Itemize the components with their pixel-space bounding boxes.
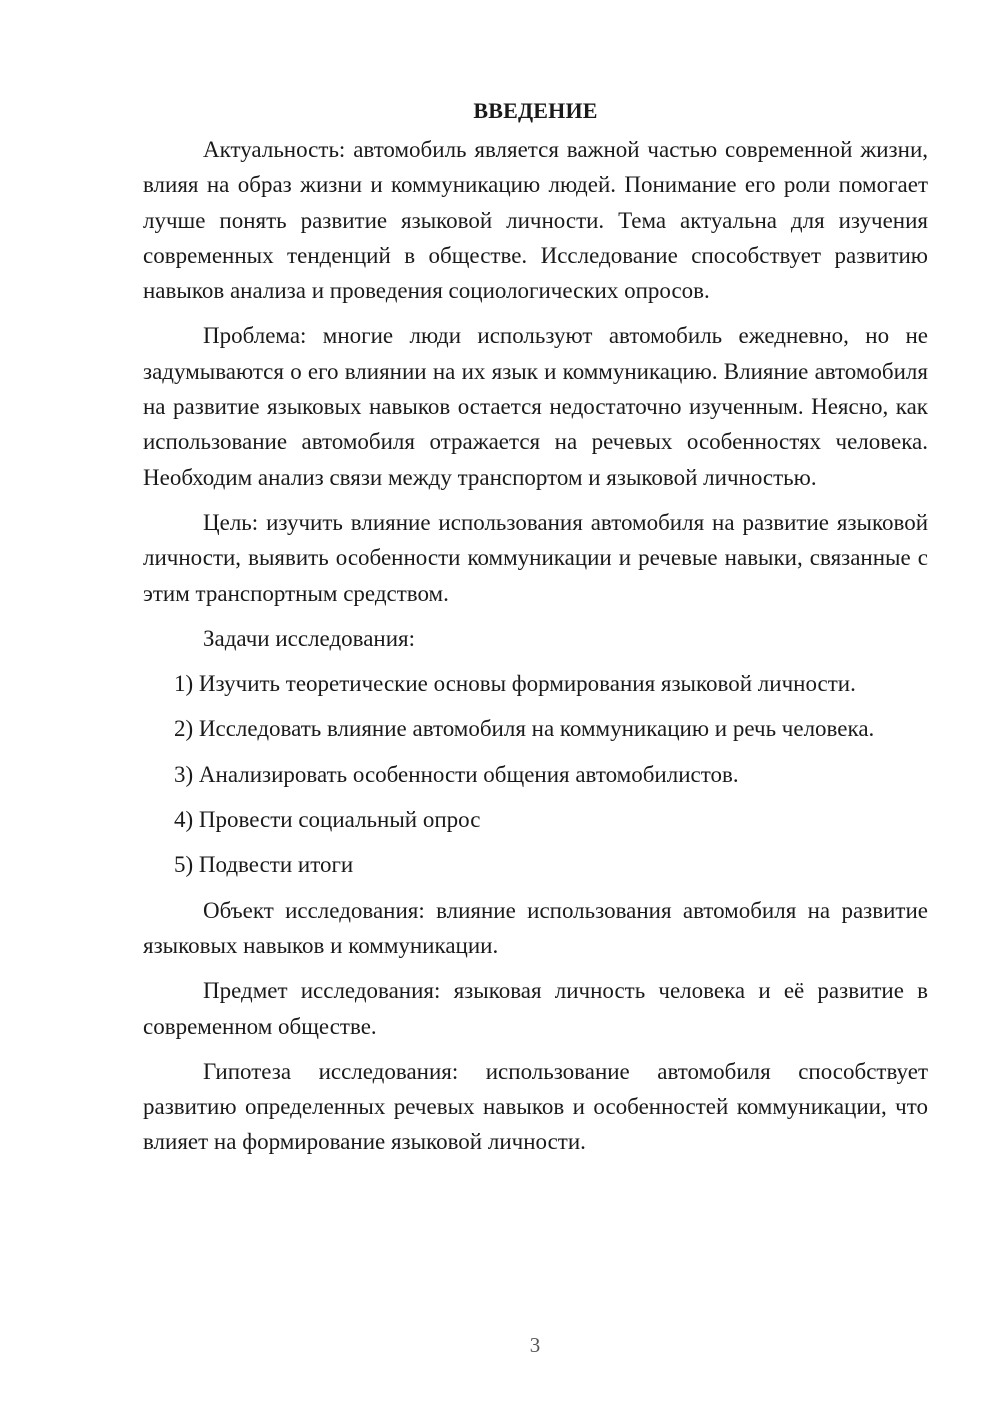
section-title: ВВЕДЕНИЕ [473, 98, 598, 123]
document-body [143, 96, 928, 1160]
task-item-4: 4) Провести социальный опрос [174, 807, 481, 833]
task-item-3: 3) Анализировать особенности общения автомобилистов. [174, 761, 739, 787]
paragraph-actuality: Актуальность: автомобиль является важной частью современной жизни, влияя на образ жизни и коммуникацию людей. Понимание его роли помогает лучше понять развитие языковой личности. Тема актуальна для изучения современных тенденций в обществе. Исследование способствует развитию навыков анализа и проведения социологических опросов. [143, 137, 928, 304]
task-item-1: 1) Изучить теоретические основы формирования языковой личности. [174, 671, 856, 697]
paragraph-problem: Проблема: многие люди используют автомобиль ежедневно, но не задумываются о его влиянии на их язык и коммуникацию. Влияние автомобиля на развитие языковых навыков остается недостаточно изученным. Неясно, как использование автомобиля отражается на речевых особенностях человека. Необходим анализ связи между транспортом и языковой личностью. [143, 323, 928, 490]
paragraph-object: Объект исследования: влияние использования автомобиля на развитие языковых навыков и коммуникации. [143, 897, 928, 958]
paragraph-goal: Цель: изучить влияние использования автомобиля на развитие языковой личности, выявить особенности коммуникации и речевые навыки, связанные с этим транспортным средством. [143, 509, 928, 606]
paragraph-hypothesis: Гипотеза исследования: использование автомобиля способствует развитию определенных речевых навыков и особенностей коммуникации, что влияет на формирование языковой личности. [143, 1058, 928, 1155]
task-item-2: 2) Исследовать влияние автомобиля на коммуникацию и речь человека. [174, 716, 875, 742]
task-item-5: 5) Подвести итоги [174, 852, 354, 878]
tasks-heading: Задачи исследования: [203, 625, 416, 651]
page-number: 3 [529, 1333, 541, 1357]
paragraph-subject: Предмет исследования: языковая личность человека и её развитие в современном обществе. [143, 978, 928, 1039]
